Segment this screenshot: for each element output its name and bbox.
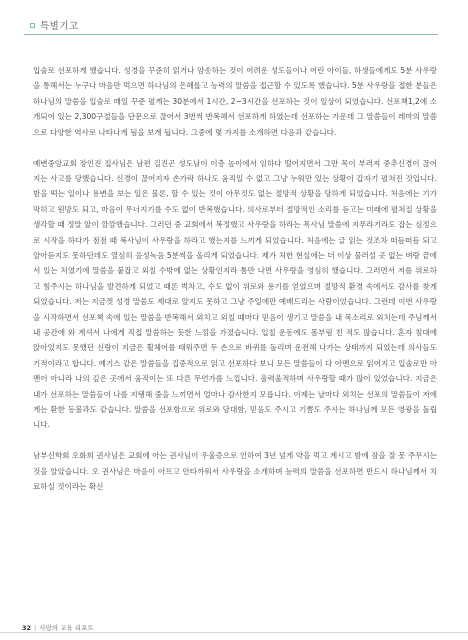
paragraph-3: 남부신학회 오화희 권사님은 교회에 아는 권사님이 우울증으로 인하여 3년 넘게 약을 먹고 계시고 밤에 잠을 잘 못 주무시는 것을 알았습니다. 오 권사님은 마음이 아프고 안타까워서 사우랑을 소개하며 능력의 말씀을 선포하면 반드시 하나님께서 치료하실 것이라는 확신	[33, 451, 437, 492]
section-title: 특별기고	[40, 21, 79, 32]
page-header	[0, 0, 468, 42]
footer-divider	[0, 632, 468, 633]
publication-name: 사랑의 교육 리포트	[39, 624, 94, 632]
header-divider	[24, 34, 438, 35]
paragraph-2: 예변중앙교회 장인진 집사님은 남편 길진곤 성도님이 이층 높이에서 임하다 떨어지면서 그만 목이 부러져 중추신경이 끊어지는 사고를 당했습니다. 신경이 끊어지자 손가락 하나도 움직일 수 없고 그냥 누워만 있는 상황이 갑자기 펼쳐진 것입니다. 밤을 떡는 일이나 용변을 보는 일은 물론, 할 수 있는 것이 아무것도 없는 절망적 상황을 당하게 되었습니다. 처음에는 기가 막히고 원망도 되고, 마음이 무너지기를 수도 없이 반복했습니다. 의사로부터 절망적인 소리를 듣고는 미래에 펼쳐질 상황을 생각할 때 정말 앞이 깜깜했습니다. 그러던 중 교회에서 복정했고 사우랑을 하라는 목사님 말씀에 지푸라기라도 잡는 심정으로 시작을 하다가 점점 때 복사님이 사우랑을 하라고 했는지를 느끼게 되었습니다. 처음에는 글 읽는 것조차 떠듬떠듬 되고 알아듣지도 못하던데도 열심히 음성녹음 5분씩을 올리게 되었습니다. 제가 처한 현실에는 더 이상 물러설 곳 없는 벼랑 끝에 서 있는 처였기에 말씀을 붙잡고 외칠 수밖에 없는 상황인지라 틈만 나면 사우랑을 영심히 했습니다. 그러면서 저를 위로하고 힘주시는 하나님을 발견하게 되었고 때론 벅차고, 수도 없이 위로와 용기를 얻었으며 절망적 환경 속에서도 감사를 찾게 되었습니다. 저는 지금껏 성경 말씀도 제대로 알지도 못하고 그냥 주일에만 예배드리는 사람이었습니다. 그런데 이번 사우랑을 시작하면서 선포책 속에 있는 말씀을 반복해서 외치고 외칠 때마다 믿음이 생기고 말씀을 내 목소리로 외치는데 주님께서 내 공간에 와 계셔서 나에게 직접 말씀하는 듯한 느낌을 가졌습니다. 입칠 운동에도 몸부림 친 적도 많습니다. 혼자 침대에 앉아있지도 못했던 신랑이 지금은 휠체어를 태워주면 두 손으로 바퀴를 돌리며 운전해 나가는 상태까지 되었는데 의사들도 기적이라고 합니다. 예기스 같은 말씀들을 집중적으로 읽고 선포하다 보니 모든 말씀들이 다 아멘으로 읽어지고 입술로만 아멘이 아니라 나의 깊은 곳에서 움직이는 또 다른 무언가를 느낍니다. 울력울적하며 사우랑할 때가 많이 있었습니다. 지금은 내가 선포하는 말씀들이 나를 지탱해 줌을 느끼면서 얼마나 감사한지 모릅니다. 이제는 날마다 외치는 선포의 말씀들이 저에게는 환한 등불과도 같습니다. 말씀을 선포함으로 위로와 담대함, 믿음도 주시고 기쁨도 주시는 하나님께 모든 영광을 돌립니다.	[33, 158, 437, 430]
page-footer	[22, 623, 94, 632]
paragraph-1: 입술로 선포하게 했습니다. 성경을 꾸준히 읽거나 암송하는 것이 어려운 성도들이나 어린 아이들, 하생들에게도 5분 사우랑을 통해서는 누구나 마음만 먹으면 하나님의 은혜롭고 능력의 말씀을 접근할 수 있도록 했습니다. 5분 사우랑을 접한 분들은 하나님의 말씀을 입술로 매일 꾸준 펼게는 30분에서 1시간, 2~3시간을 선포하는 것이 일상이 되었습니다. 선포책1,2에 소개되어 있는 2,300구절들을 단문으로 끊어서 3번씩 반복해서 선포하게 하였는데 선포하는 가운데 그 말씀들이 레마의 말씀으로 다양한 역사로 나타나게 됨을 보게 됩니다. 그중에 몇 가지를 소개하면 다음과 같습니다.	[33, 66, 437, 137]
page-number: 32	[22, 624, 32, 632]
article-body	[33, 63, 437, 495]
footer-separator: |	[34, 624, 37, 632]
section-marker-icon	[30, 23, 35, 28]
